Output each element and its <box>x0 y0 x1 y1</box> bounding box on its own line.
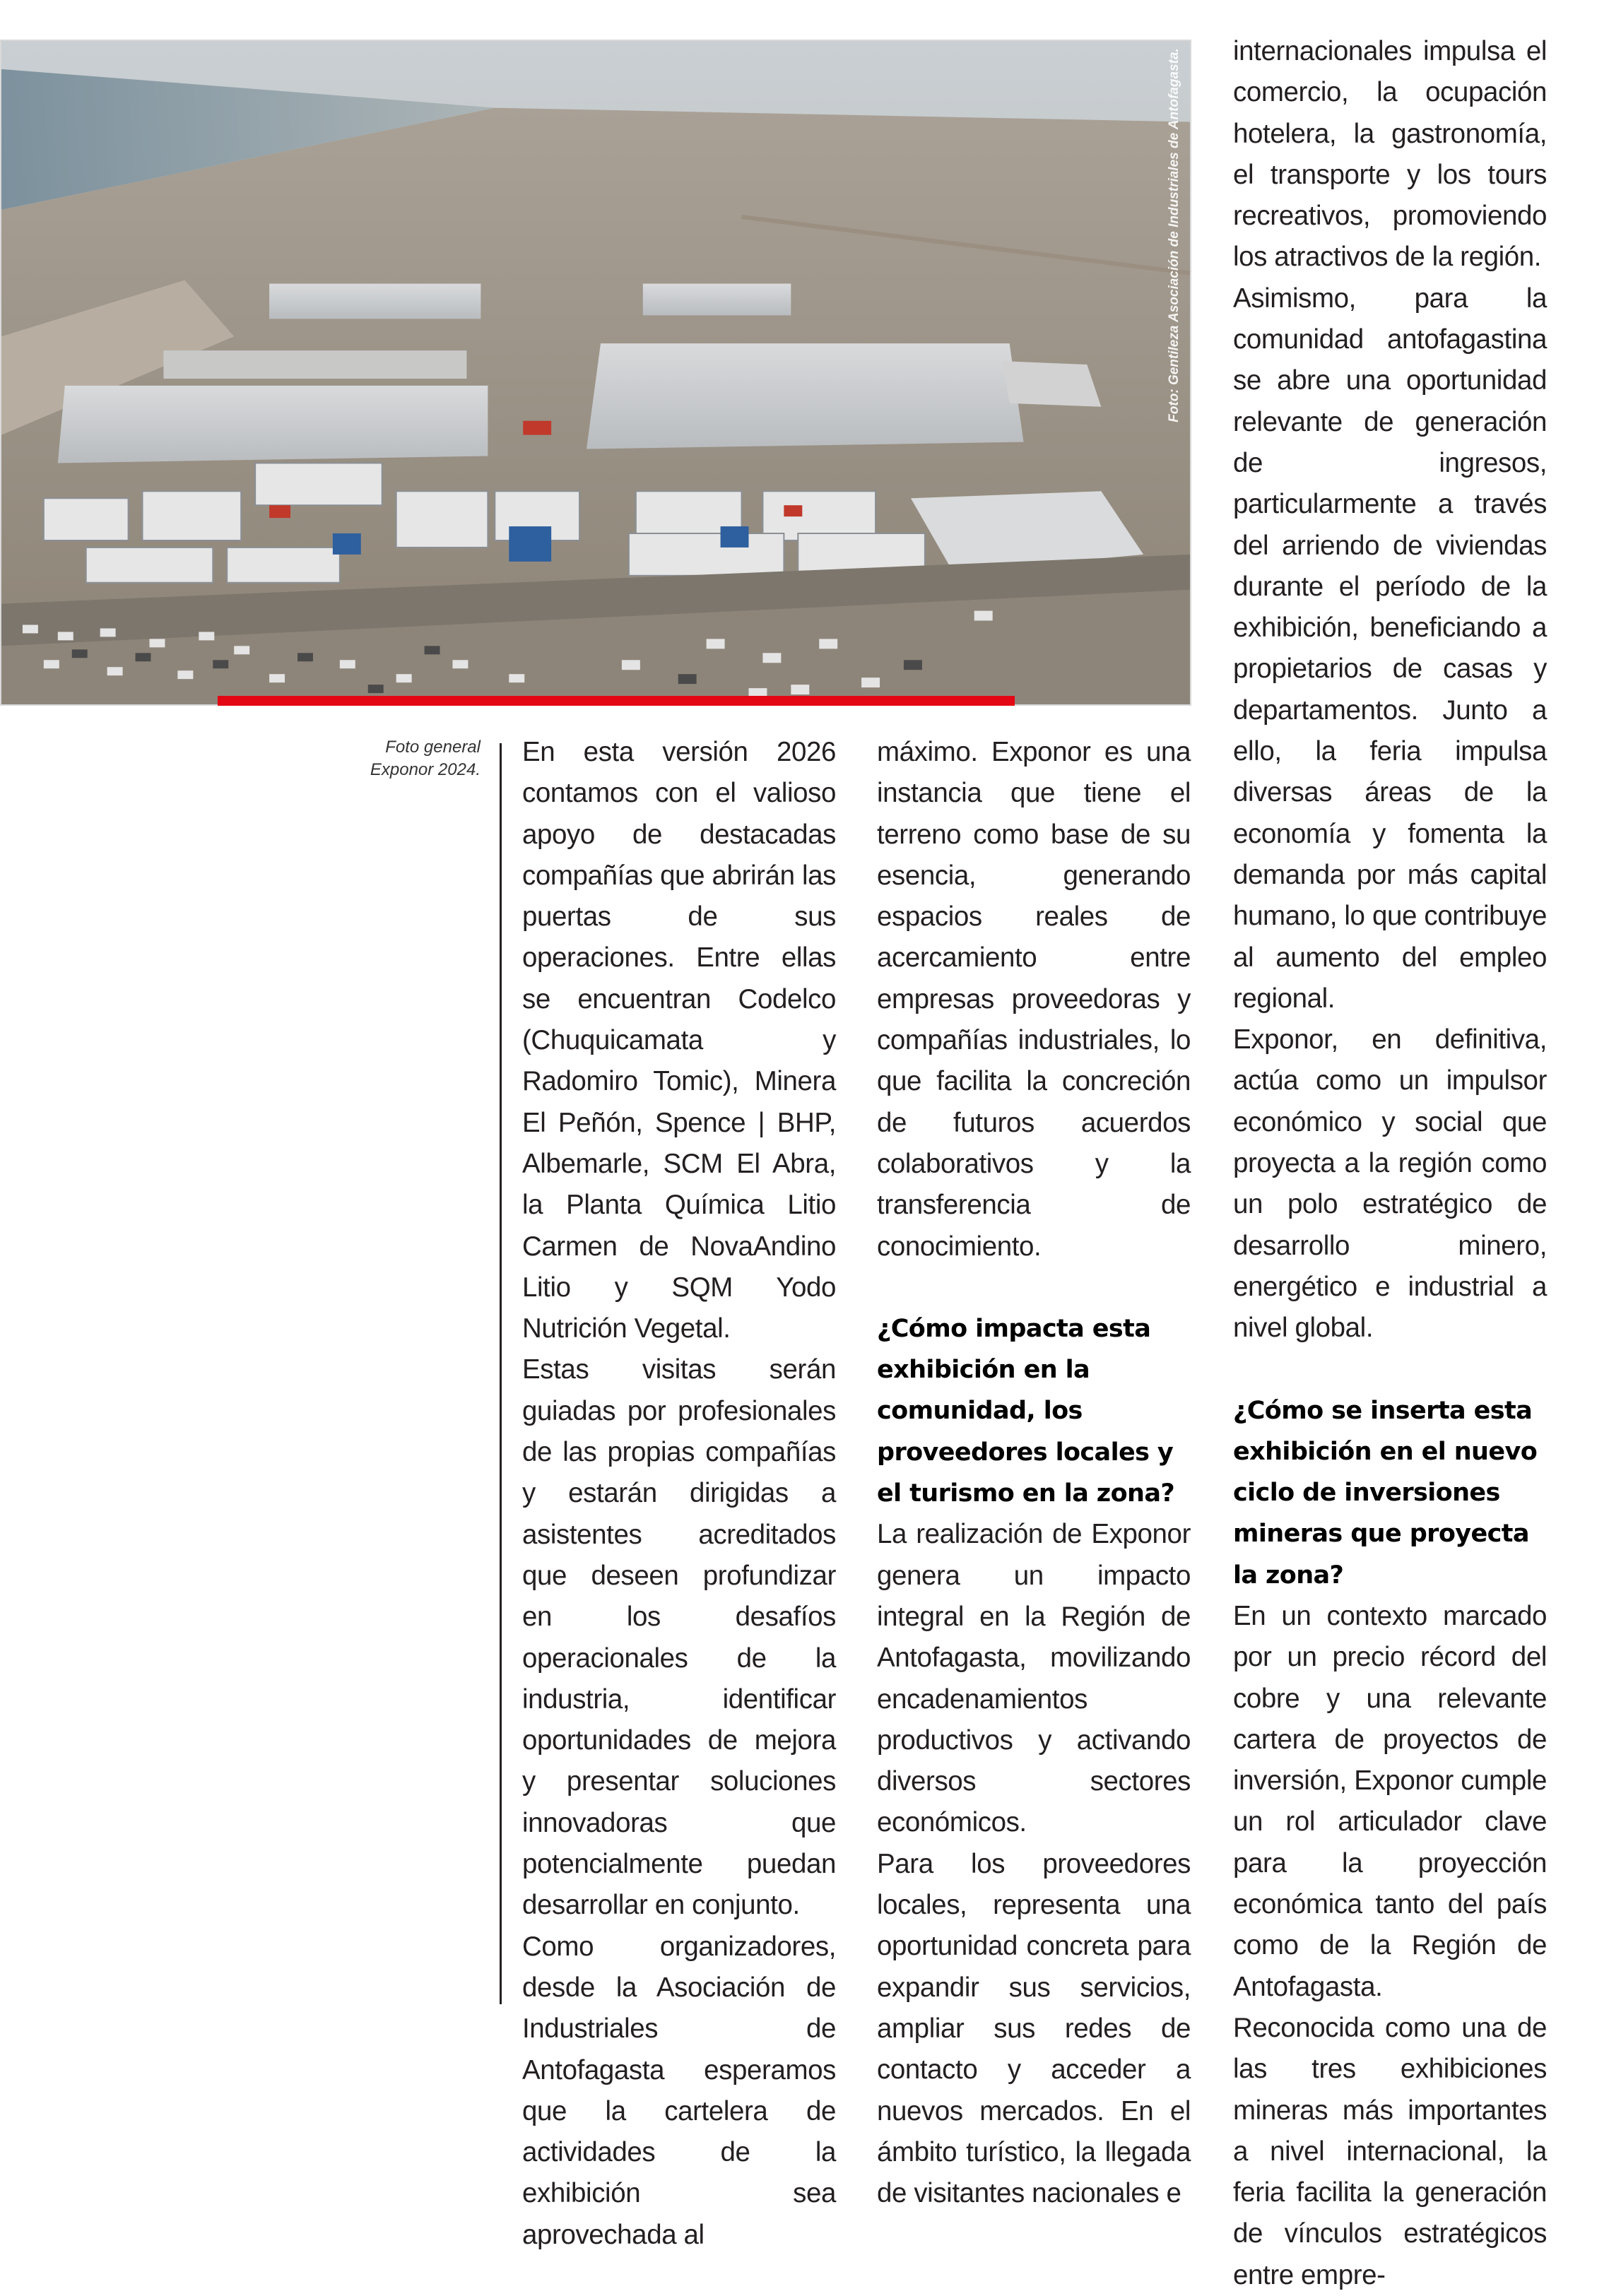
aerial-photo-illustration <box>1 41 1190 704</box>
paragraph: Estas visitas serán guiadas por profesionales de las propias compañías y estarán dirigidas a asistentes acreditados que deseen profundizar en los desafíos operacionales de la industria, identificar oportunidades de mejora y presentar soluciones innovadoras que potencialmente puedan desarrollar en conjunto. <box>522 1354 836 1921</box>
text-column-2 <box>877 732 1191 2214</box>
paragraph: En un contexto marcado por un precio récord del cobre y una relevante cartera de proyectos de inversión, Exponor cumple un rol articulador clave para la proyección económica tanto del país como de la Región de Antofagasta. <box>1233 1600 1547 2002</box>
photo-credit: Foto: Gentileza Asociación de Industriales de Antofagasta. <box>1167 48 1181 422</box>
red-accent-bar <box>218 696 1015 706</box>
section-heading: ¿Cómo se inserta esta exhibición en el nuevo ciclo de inversiones mineras que proyecta la zona? <box>1233 1396 1538 1590</box>
paragraph: La realización de Exponor genera un impacto integral en la Región de Antofagasta, movilizando encadenamientos productivos y activando diversos sectores económicos. <box>877 1519 1191 1838</box>
photo-caption <box>346 736 481 781</box>
paragraph: Exponor, en definitiva, actúa como un impulsor económico y social que proyecta a la región como un polo estratégico de desarrollo minero, energético e industrial a nivel global. <box>1233 1024 1547 1344</box>
section-heading: ¿Cómo impacta esta exhibición en la comunidad, los proveedores locales y el turismo en la zona? <box>877 1314 1175 1508</box>
paragraph: En esta versión 2026 contamos con el valioso apoyo de destacadas compañías que abrirán las puertas de sus operaciones. Entre ellas se encuentran Codelco (Chuquicamata y Radomiro Tomic), Minera El Peñón, Spence | BHP, Albemarle, SCM El Abra, la Planta Química Litio Carmen de NovaAndino Litio y SQM Yodo Nutrición Vegetal. <box>522 737 836 1344</box>
aerial-photo <box>0 40 1191 706</box>
paragraph: internacionales impulsa el comercio, la ocupación hotelera, la gastronomía, el transporte y los tours recreativos, promoviendo los atractivos de la región. <box>1233 36 1547 273</box>
text-column-1 <box>522 732 836 2256</box>
paragraph: Para los proveedores locales, representa una oportunidad concreta para expandir sus servicios, ampliar sus redes de contacto y acceder a nuevos mercados. En el ámbito turístico, la llegada de visitantes nacionales e <box>877 1848 1191 2209</box>
column-divider <box>500 743 502 2004</box>
paragraph: máximo. Exponor es una instancia que tiene el terreno como base de su esencia, generando espacios reales de acercamiento entre empresas proveedoras y compañías industriales, lo que facilita la concreción de futuros acuerdos colaborativos y la transferencia de conocimiento. <box>877 737 1191 1262</box>
text-column-3 <box>1233 31 1547 2296</box>
caption-line: Exponor 2024. <box>370 760 481 779</box>
paragraph: Reconocida como una de las tres exhibiciones mineras más importantes a nivel internacional, la feria facilita la generación de vínculos estratégicos entre empre- <box>1233 2012 1547 2290</box>
paragraph: Como organizadores, desde la Asociación de Industriales de Antofagasta esperamos que la cartelera de actividades de la exhibición sea aprovechada al <box>522 1931 836 2250</box>
paragraph: Asimismo, para la comunidad antofagastina se abre una oportunidad relevante de generación de ingresos, particularmente a través del arriendo de viviendas durante el período de la exhibición, beneficiando a propietarios de casas y departamentos. Junto a ello, la feria impulsa diversas áreas de la economía y fomenta la demanda por más capital humano, lo que contribuye al aumento del empleo regional. <box>1233 283 1547 1014</box>
caption-line: Foto general <box>385 738 481 757</box>
